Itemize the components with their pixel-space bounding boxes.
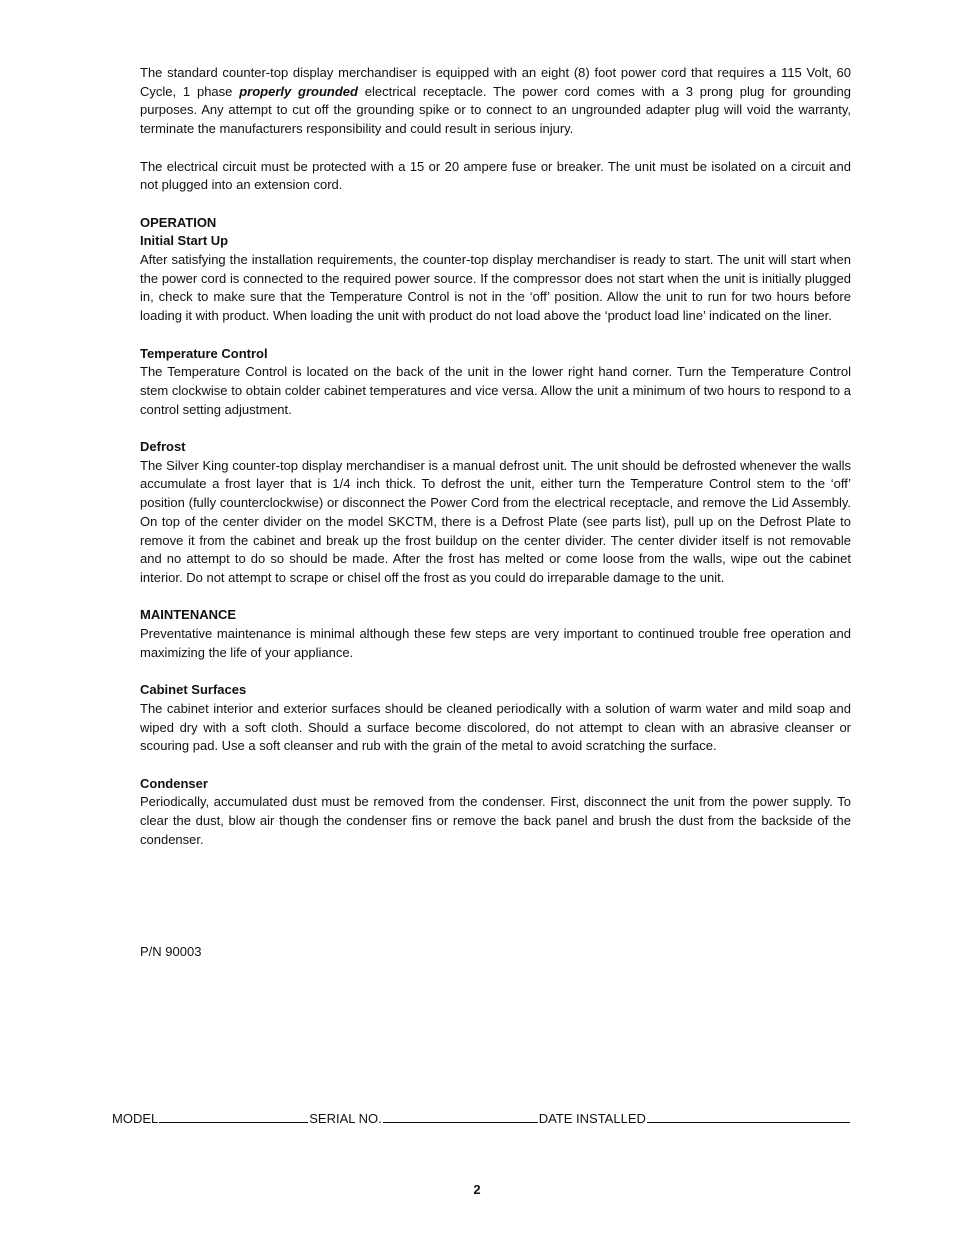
electrical-paragraph-1	[140, 64, 851, 139]
manual-body	[140, 64, 851, 849]
registration-line	[112, 1109, 851, 1128]
emphasis-text: properly grounded	[239, 83, 358, 99]
text-span: electrical receptacle. The power cord comes with a 3 prong plug for grounding purposes. Any attempt to cut off the grounding spike or to connect to an ungrounded adapter plug will void the warranty, terminate the manufacturers responsibility and could result in serious injury.	[140, 83, 851, 137]
temperature-control-text: The Temperature Control is located on the back of the unit in the lower right hand corner. Turn the Temperature Control stem clockwise to obtain colder cabinet temperatures and vice versa. Allow the unit a minimum of two hours to respond to a control setting adjustment.	[140, 364, 851, 417]
text-span: The standard counter-top display merchandiser is equipped with an eight (8) foot power cord that requires a 115 Volt, 60 Cycle, 1 phase	[140, 65, 851, 99]
model-label: MODEL	[112, 1111, 159, 1126]
maintenance-intro: Preventative maintenance is minimal although these few steps are very important to continued trouble free operation and maximizing the life of your appliance.	[140, 626, 851, 660]
part-number: P/N 90003	[140, 944, 202, 959]
serial-blank	[383, 1109, 538, 1123]
date-installed-blank	[647, 1109, 850, 1123]
model-blank	[159, 1109, 308, 1123]
serial-label: SERIAL NO.	[309, 1111, 382, 1126]
defrost-text: The Silver King counter-top display merchandiser is a manual defrost unit. The unit should be defrosted whenever the walls accumulate a frost layer that is 1/4 inch thick. To defrost the unit, either turn the Temperature Control stem to the ‘off’ position (fully counterclockwise) or disconnect the Power Cord from the electrical receptacle, and remove the Lid Assembly. On top of the center divider on the model SKCTM, there is a Defrost Plate (see parts list), pull up on the Defrost Plate to remove it from the cabinet and break up the frost buildup on the center divider. The center divider itself is not removable and no attempt to do so should be made. After the frost has melted or come loose from the walls, wipe out the cabinet interior. Do not attempt to scrape or chisel off the frost as you could do irreparable damage to the unit.	[140, 457, 851, 585]
initial-startup-text: After satisfying the installation requirements, the counter-top display merchandiser is ready to start. The unit will start when the power cord is connected to the required power source. If the compressor does not start when the unit is initially plugged in, check to make sure that the Temperature Control is not in the ‘off’ position. Allow the unit to run for two hours before loading it with product. When loading the unit with product do not load above the ‘product load line’ indicated on the liner.	[140, 252, 851, 324]
initial-startup-heading: Initial Start Up	[140, 233, 229, 249]
temperature-control-heading: Temperature Control	[140, 345, 268, 361]
electrical-paragraph-2: The electrical circuit must be protected with a 15 or 20 ampere fuse or breaker. The unit must be isolated on a circuit and not plugged into an extension cord.	[140, 158, 851, 193]
condenser-text: Periodically, accumulated dust must be removed from the condenser. First, disconnect the unit from the power supply. To clear the dust, blow air though the condenser fins or remove the back panel and brush the dust from the backside of the condenser.	[140, 794, 851, 847]
operation-heading: OPERATION	[140, 214, 217, 230]
cabinet-surfaces-text: The cabinet interior and exterior surfaces should be cleaned periodically with a solution of warm water and mild soap and wiped dry with a soft cloth. Should a surface become discolored, do not attempt to clean with an abrasive cleanser or scouring pad. Use a soft cleanser and rub with the grain of the metal to avoid scratching the surface.	[140, 700, 851, 754]
maintenance-heading: MAINTENANCE	[140, 607, 237, 623]
date-installed-label: DATE INSTALLED	[538, 1111, 646, 1126]
condenser-heading: Condenser	[140, 775, 208, 791]
page-number: 2	[473, 1182, 481, 1197]
cabinet-surfaces-heading: Cabinet Surfaces	[140, 682, 247, 698]
defrost-heading: Defrost	[140, 439, 186, 454]
